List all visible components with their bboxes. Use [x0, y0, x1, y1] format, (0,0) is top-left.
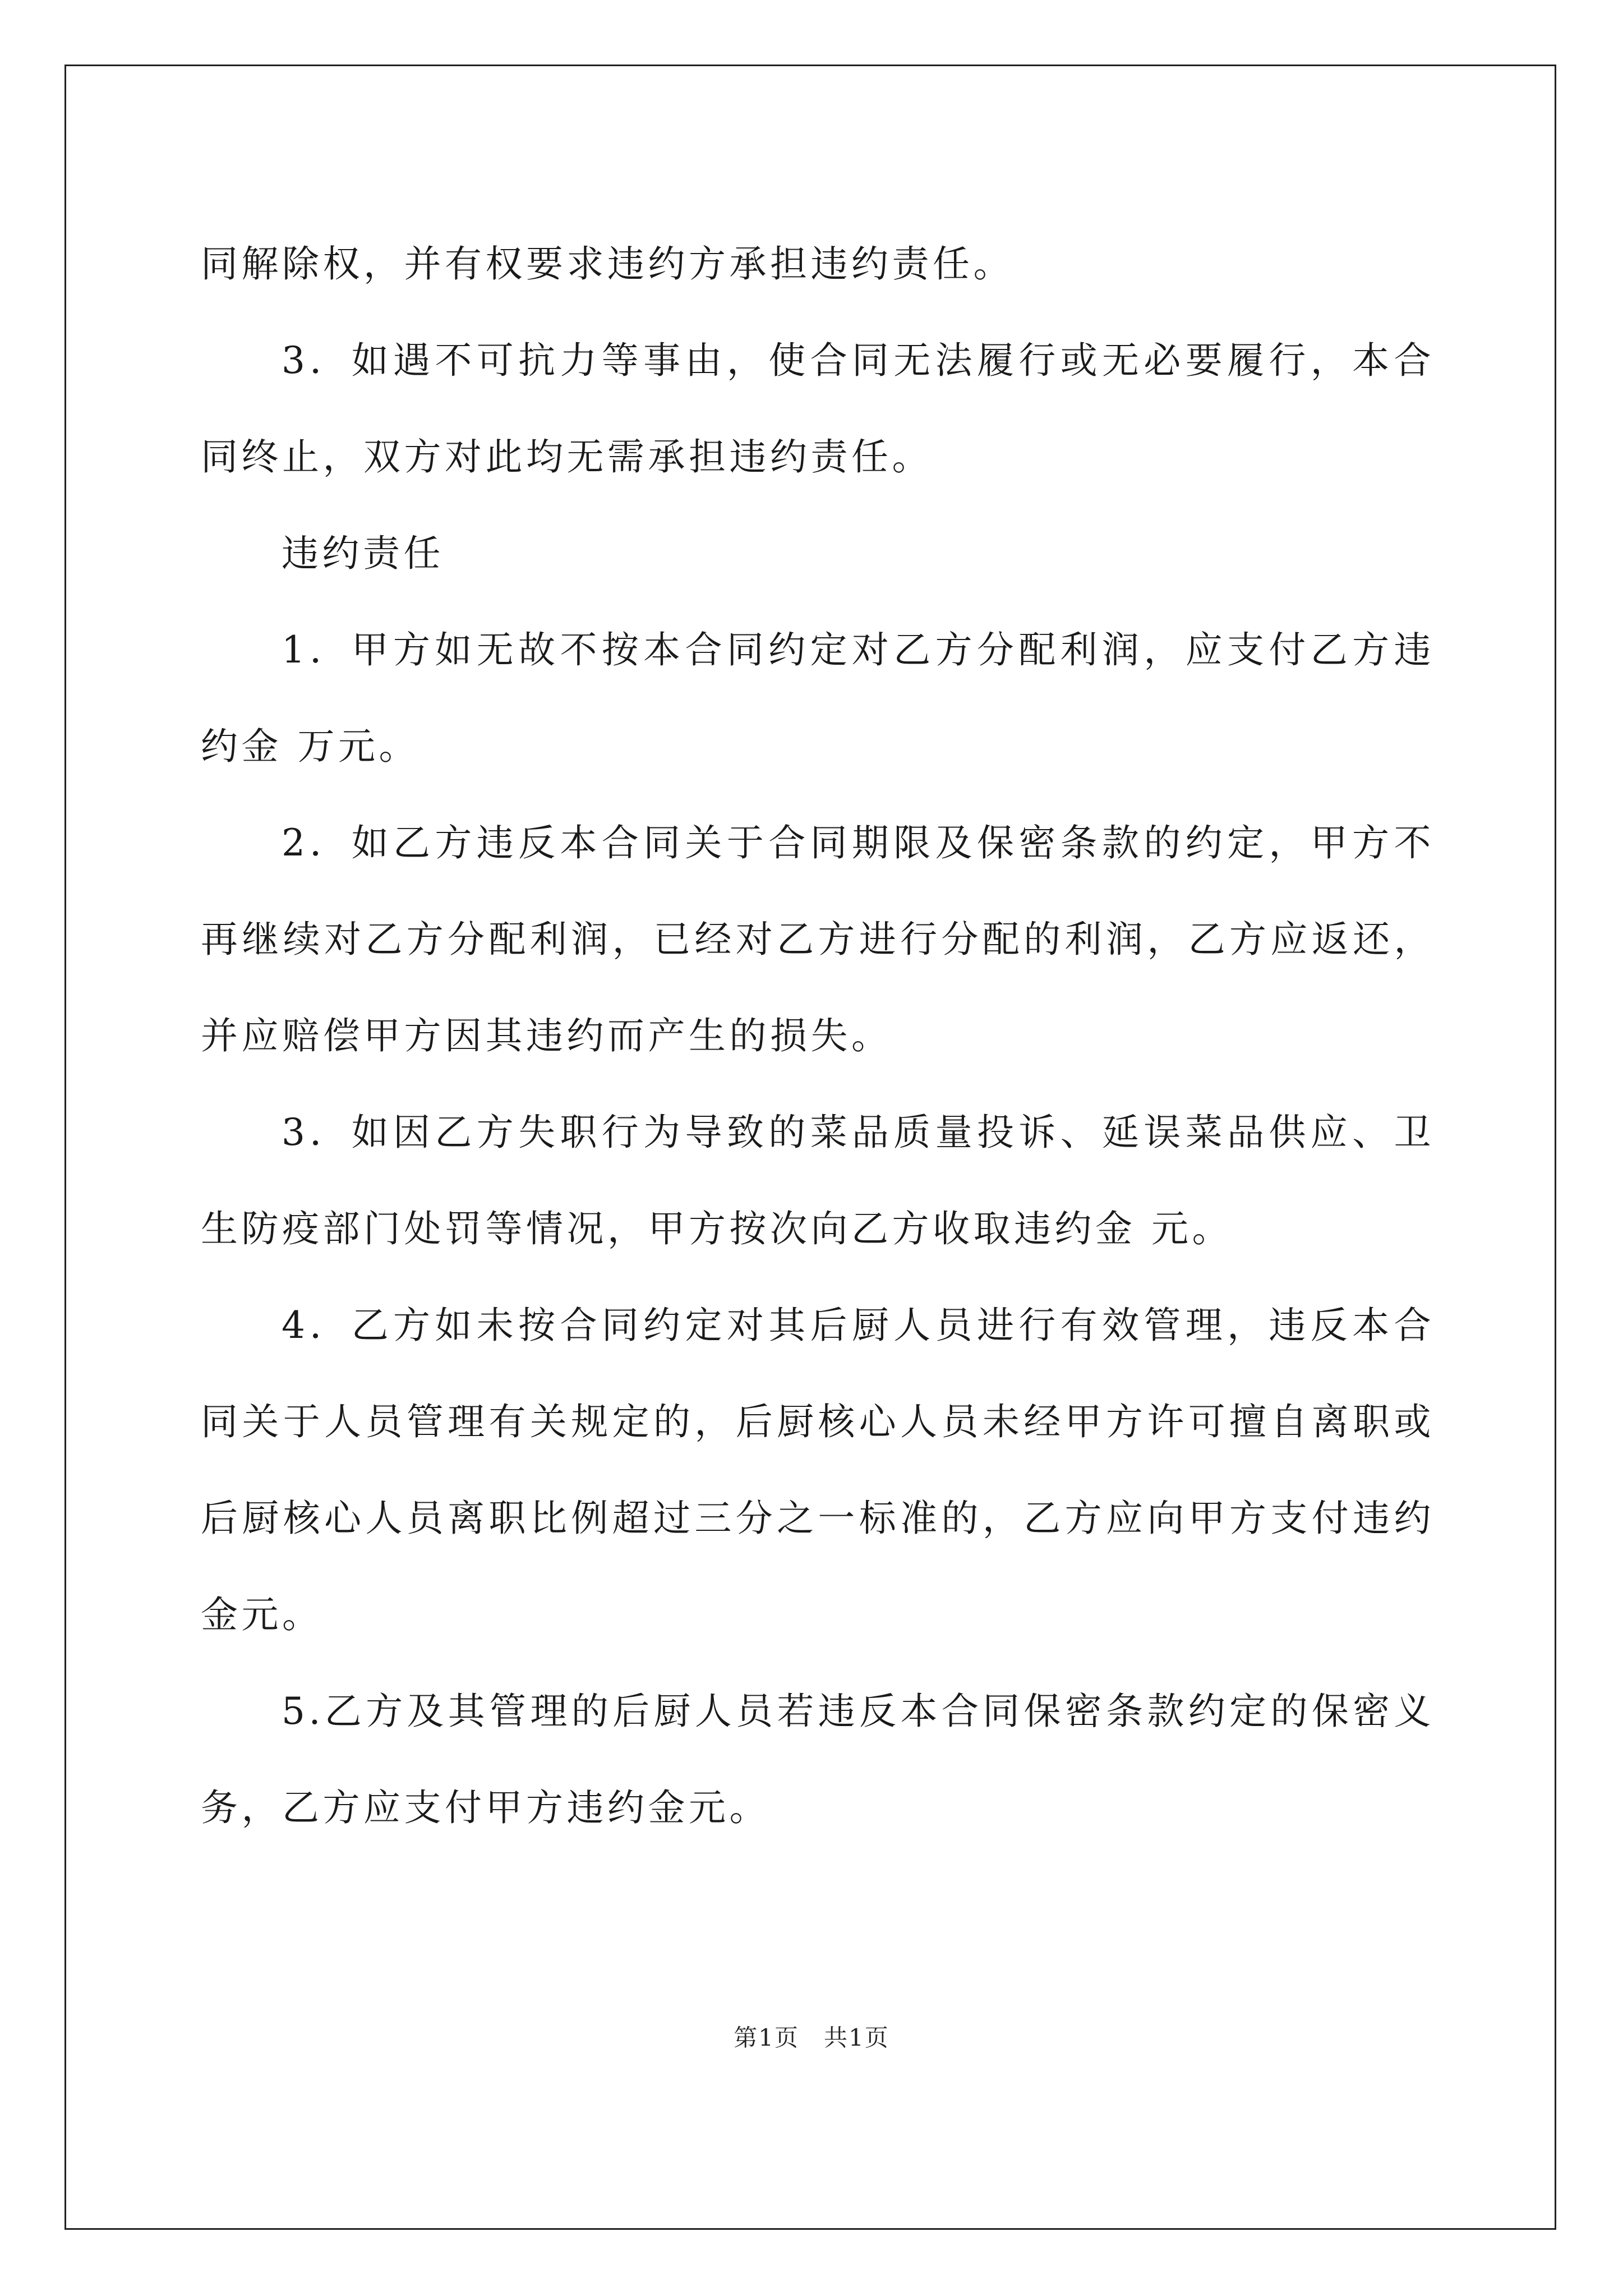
paragraph-8: 5.乙方及其管理的后厨人员若违反本合同保密条款约定的保密义务，乙方应支付甲方违约金元。 [201, 1690, 1435, 1829]
paragraph-4: 1．甲方如无故不按本合同约定对乙方分配利润，应支付乙方违约金 万元。 [201, 628, 1435, 768]
paragraph-5: 2．如乙方违反本合同关于合同期限及保密条款的约定，甲方不再继续对乙方分配利润，已经对乙方进行分配的利润，乙方应返还，并应赔偿甲方因其违约而产生的损失。 [201, 821, 1435, 1057]
paragraph-6: 3．如因乙方失职行为导致的菜品质量投诉、延误菜品供应、卫生防疫部门处罚等情况，甲方按次向乙方收取违约金 元。 [201, 1111, 1435, 1250]
section-heading: 违约责任 [282, 532, 444, 575]
document-body [201, 216, 1435, 1856]
paragraph-1: 同解除权，并有权要求违约方承担违约责任。 [201, 242, 1014, 286]
page-footer: 第1页 共1页 [734, 2024, 889, 2051]
paragraph-2: 3．如遇不可抗力等事由，使合同无法履行或无必要履行，本合同终止，双方对此均无需承担违约责任。 [201, 339, 1435, 478]
paragraph-7: 4．乙方如未按合同约定对其后厨人员进行有效管理，违反本合同关于人员管理有关规定的，后厨核心人员未经甲方许可擅自离职或后厨核心人员离职比例超过三分之一标准的，乙方应向甲方支付违约金元。 [201, 1304, 1435, 1636]
